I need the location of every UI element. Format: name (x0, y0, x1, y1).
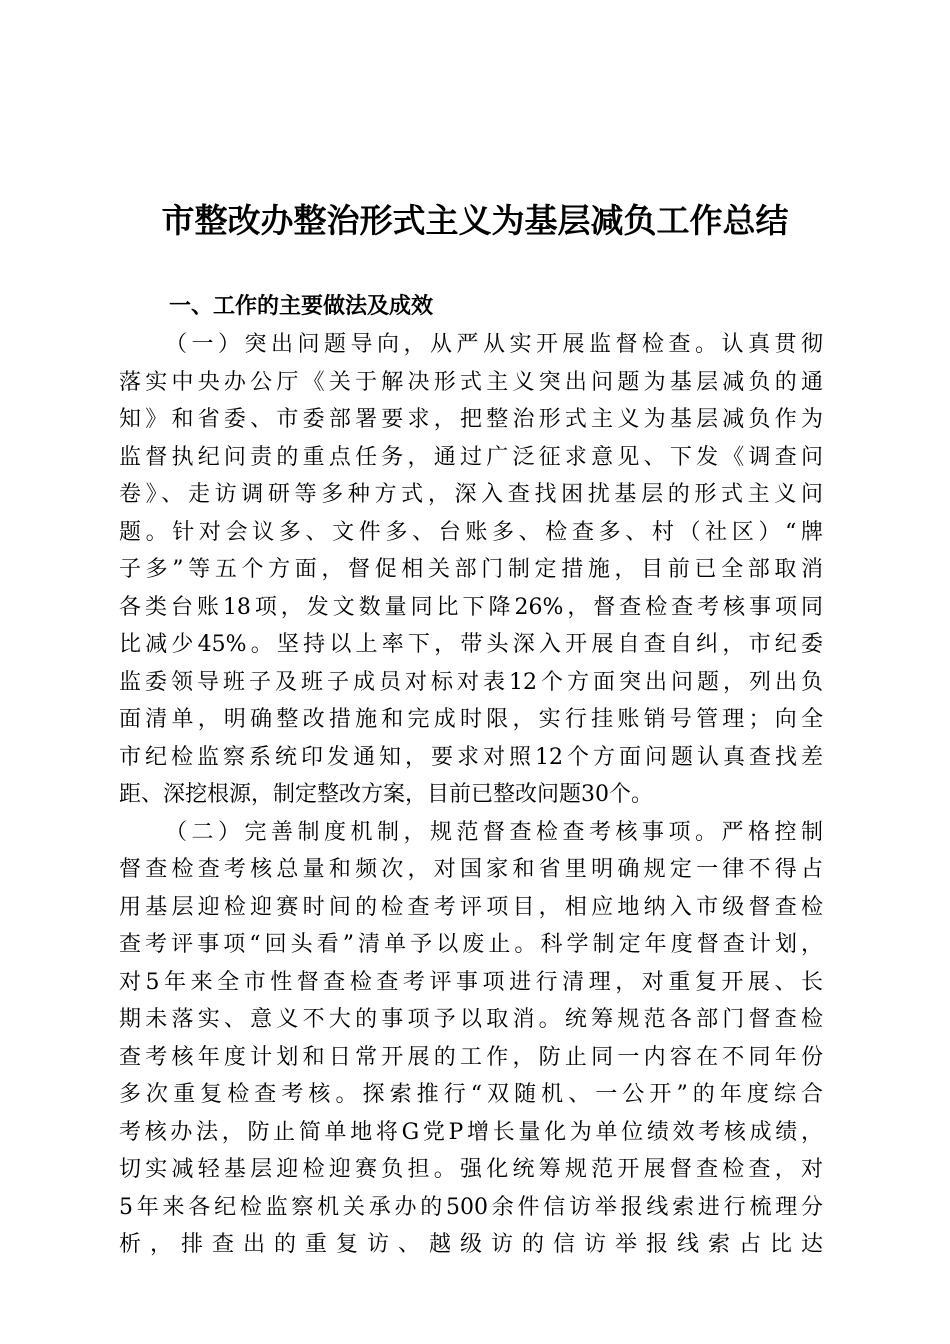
paragraph-line: 落实中央办公厅《关于解决形式主义突出问题为基层减负的通 (119, 369, 823, 395)
paragraph-line: 距、深挖根源，制定整改方案，目前已整改问题30个。 (119, 782, 653, 807)
paragraph-line: 督查检查考核总量和频次，对国家和省里明确规定一律不得占 (119, 857, 823, 882)
paragraph-line: 切实减轻基层迎检迎赛负担。强化统筹规范开展督查检查，对 (119, 1157, 823, 1182)
paragraph-line: 监督执纪问责的重点任务，通过广泛征求意见、下发《调查问 (119, 444, 823, 470)
paragraph-line: （二）完善制度机制，规范督查检查考核事项。严格控制 (165, 819, 823, 845)
paragraph-line: 对5年来全市性督查检查考评事项进行清理，对重复开展、长 (119, 969, 823, 995)
paragraph-line: 多次重复检查考核。探索推行“双随机、一公开”的年度综合 (119, 1082, 823, 1107)
paragraph-line: 查考评事项“回头看”清单予以废止。科学制定年度督查计划， (119, 932, 823, 957)
paragraph-line: 考核办法，防止简单地将G党P增长量化为单位绩效考核成绩， (119, 1119, 823, 1145)
paragraph-line: 查考核年度计划和日常开展的工作，防止同一内容在不同年份 (119, 1044, 823, 1070)
paragraph-line: 市纪检监察系统印发通知，要求对照12个方面问题认真查找差 (119, 744, 823, 770)
paragraph-line: 比减少45%。坚持以上率下，带头深入开展自查自纠，市纪委 (119, 632, 823, 657)
paragraph-1 (119, 326, 823, 814)
paragraph-line: 监委领导班子及班子成员对标对表12个方面突出问题，列出负 (119, 669, 823, 695)
paragraph-line: 面清单，明确整改措施和完成时限，实行挂账销号管理；向全 (119, 707, 823, 732)
paragraph-line: 各类台账18项，发文数量同比下降26%，督查检查考核事项同 (119, 594, 823, 620)
paragraph-line: 卷》、走访调研等多种方式，深入查找困扰基层的形式主义问 (119, 482, 823, 507)
section-heading: 一、工作的主要做法及成效 (169, 294, 434, 319)
paragraph-line: 析，排查出的重复访、越级访的信访举报线索占比达 (119, 1232, 823, 1257)
paragraph-line: （一）突出问题导向，从严从实开展监督检查。认真贯彻 (165, 332, 823, 357)
paragraph-line: 用基层迎检迎赛时间的检查考评项目，相应地纳入市级督查检 (119, 894, 823, 920)
document-title: 市整改办整治形式主义为基层减负工作总结 (161, 201, 789, 240)
paragraph-line: 5年来各纪检监察机关承办的500余件信访举报线索进行梳理分 (119, 1194, 823, 1220)
paragraph-2 (119, 814, 823, 1264)
paragraph-line: 知》和省委、市委部署要求，把整治形式主义为基层减负作为 (119, 407, 823, 432)
paragraph-line: 子多”等五个方面，督促相关部门制定措施，目前已全部取消 (119, 557, 823, 582)
document-body (119, 288, 823, 1264)
paragraph-line: 题。针对会议多、文件多、台账多、检查多、村（社区）“牌 (119, 519, 823, 545)
paragraph-line: 期未落实、意义不大的事项予以取消。统筹规范各部门督查检 (119, 1007, 823, 1032)
